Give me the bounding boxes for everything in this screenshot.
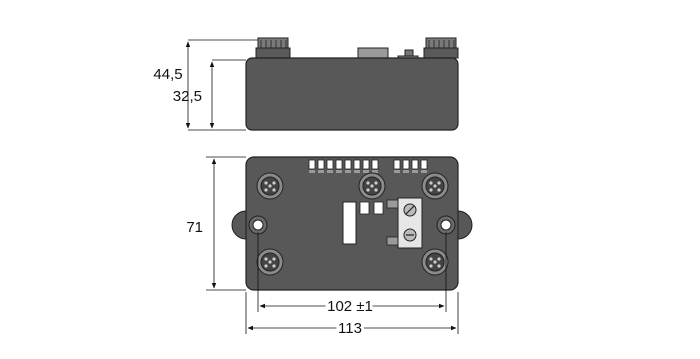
total-width-label: 113 <box>338 320 362 337</box>
connector-top-left <box>257 173 283 199</box>
body-height-label: 32,5 <box>172 88 202 105</box>
label-strip <box>343 202 356 244</box>
dim-body-height <box>173 60 246 128</box>
mounting-hole-right <box>441 220 451 230</box>
side-connector-left <box>256 38 290 58</box>
total-height-label: 44,5 <box>153 66 183 83</box>
small-label-1 <box>360 202 369 214</box>
mounting-hole-left <box>253 220 263 230</box>
connector-bottom-left <box>257 249 283 275</box>
depth-label: 71 <box>186 219 203 236</box>
small-label-2 <box>374 202 383 214</box>
side-housing <box>246 58 458 130</box>
dim-total-height <box>153 40 258 130</box>
connector-top-right <box>422 173 448 199</box>
side-view <box>246 38 458 130</box>
side-connector-right <box>424 38 458 58</box>
connector-bottom-right <box>422 249 448 275</box>
hole-spacing-label: 102 ±1 <box>327 298 373 315</box>
connector-top-middle <box>359 173 385 199</box>
top-view <box>232 157 472 290</box>
